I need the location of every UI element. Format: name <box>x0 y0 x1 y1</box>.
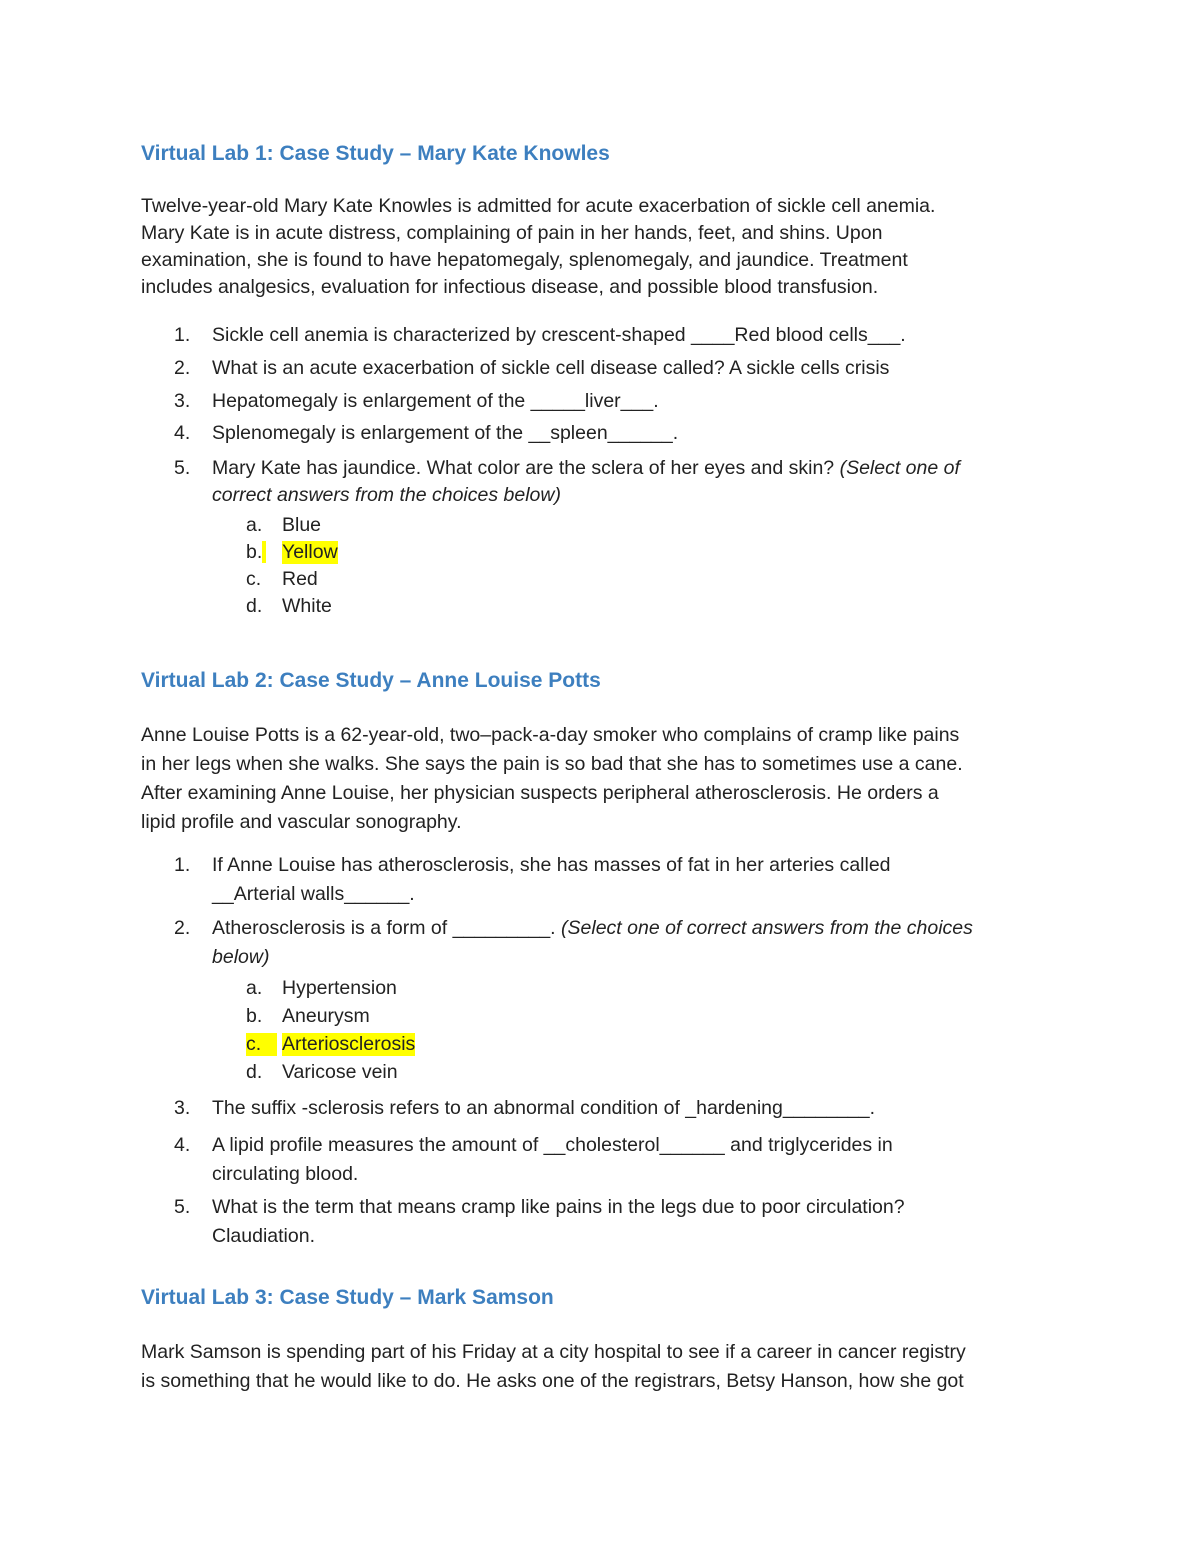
choice-letter: a. <box>246 514 263 536</box>
question-text <box>212 1193 905 1251</box>
question-text <box>212 851 891 909</box>
lab1-intro <box>141 193 1061 301</box>
question-plain: Mary Kate has jaundice. What color are the sclera of her eyes and skin? <box>212 457 840 479</box>
question-text <box>212 455 960 509</box>
choice-text: Hypertension <box>282 977 397 999</box>
choice-text: White <box>282 595 332 617</box>
question-number: 2. <box>174 357 191 379</box>
highlight-mark <box>262 541 266 563</box>
choice-letter: c. <box>246 568 262 590</box>
question-number: 3. <box>174 390 191 412</box>
lab2-intro-line: Anne Louise Potts is a 62-year-old, two–pack-a-day smoker who complains of cramp like pains <box>141 724 960 746</box>
question-text: Splenomegaly is enlargement of the __spleen______. <box>212 422 679 444</box>
question-line: If Anne Louise has atherosclerosis, she has masses of fat in her arteries called <box>212 854 891 876</box>
lab2-heading: Virtual Lab 2: Case Study – Anne Louise Potts <box>141 669 601 692</box>
question-line: A lipid profile measures the amount of __cholesterol______ and triglycerides in <box>212 1134 893 1156</box>
choice-text: Red <box>282 568 318 590</box>
lab2-intro-line: in her legs when she walks. She says the pain is so bad that she has to sometimes use a cane. <box>141 753 963 775</box>
choice-letter-highlighted: c. <box>246 1033 277 1056</box>
lab1-intro-line: Twelve-year-old Mary Kate Knowles is admitted for acute exacerbation of sickle cell anemia. <box>141 195 936 217</box>
question-text <box>212 1131 893 1189</box>
lab1-intro-line: includes analgesics, evaluation for infectious disease, and possible blood transfusion. <box>141 276 879 298</box>
lab3-intro-line: is something that he would like to do. He asks one of the registrars, Betsy Hanson, how she got <box>141 1370 964 1392</box>
question-text <box>212 914 973 972</box>
question-line: What is the term that means cramp like pains in the legs due to poor circulation? <box>212 1196 905 1218</box>
question-text: Sickle cell anemia is characterized by crescent-shaped ____Red blood cells___. <box>212 324 906 346</box>
lab1-intro-line: examination, she is found to have hepatomegaly, splenomegaly, and jaundice. Treatment <box>141 249 908 271</box>
choice-letter <box>246 541 266 564</box>
question-number: 4. <box>174 1134 191 1156</box>
question-instruction: correct answers from the choices below) <box>212 484 561 506</box>
question-instruction: below) <box>212 946 270 968</box>
lab3-heading: Virtual Lab 3: Case Study – Mark Samson <box>141 1286 554 1309</box>
lab2-intro <box>141 721 1061 837</box>
question-number: 1. <box>174 324 191 346</box>
lab2-intro-line: After examining Anne Louise, her physician suspects peripheral atherosclerosis. He orders a <box>141 782 939 804</box>
choice-text: Blue <box>282 514 322 536</box>
choice-letter-text: b. <box>246 541 263 563</box>
question-text: Hepatomegaly is enlargement of the _____liver___. <box>212 390 659 412</box>
question-number: 5. <box>174 457 191 479</box>
question-text: The suffix -sclerosis refers to an abnormal condition of _hardening________. <box>212 1097 876 1119</box>
choice-letter: a. <box>246 977 263 999</box>
lab3-intro <box>141 1338 1061 1396</box>
lab2-intro-line: lipid profile and vascular sonography. <box>141 811 462 833</box>
question-number: 1. <box>174 854 191 876</box>
question-number: 5. <box>174 1196 191 1218</box>
question-number: 2. <box>174 917 191 939</box>
choice-text-highlighted: Yellow <box>282 541 338 563</box>
question-instruction: (Select one of <box>839 457 960 479</box>
choice-letter: d. <box>246 595 263 617</box>
choice-letter: d. <box>246 1061 263 1083</box>
lab1-heading: Virtual Lab 1: Case Study – Mary Kate Knowles <box>141 142 610 165</box>
lab3-intro-line: Mark Samson is spending part of his Friday at a city hospital to see if a career in cancer registry <box>141 1341 966 1363</box>
question-number: 3. <box>174 1097 191 1119</box>
choice-text: Varicose vein <box>282 1061 398 1083</box>
choice-text: Aneurysm <box>282 1005 370 1027</box>
question-plain: Atherosclerosis is a form of _________. <box>212 917 562 939</box>
question-line: __Arterial walls______. <box>212 883 415 905</box>
lab1-intro-line: Mary Kate is in acute distress, complaining of pain in her hands, feet, and shins. Upon <box>141 222 883 244</box>
question-line <box>212 455 960 482</box>
question-number: 4. <box>174 422 191 444</box>
question-line: Claudiation. <box>212 1225 315 1247</box>
choice-letter: b. <box>246 1005 263 1027</box>
question-text: What is an acute exacerbation of sickle cell disease called? A sickle cells crisis <box>212 357 890 379</box>
question-line <box>212 914 973 943</box>
question-instruction: (Select one of correct answers from the choices <box>561 917 973 939</box>
question-line: circulating blood. <box>212 1163 359 1185</box>
choice-text-highlighted: Arteriosclerosis <box>282 1033 416 1055</box>
